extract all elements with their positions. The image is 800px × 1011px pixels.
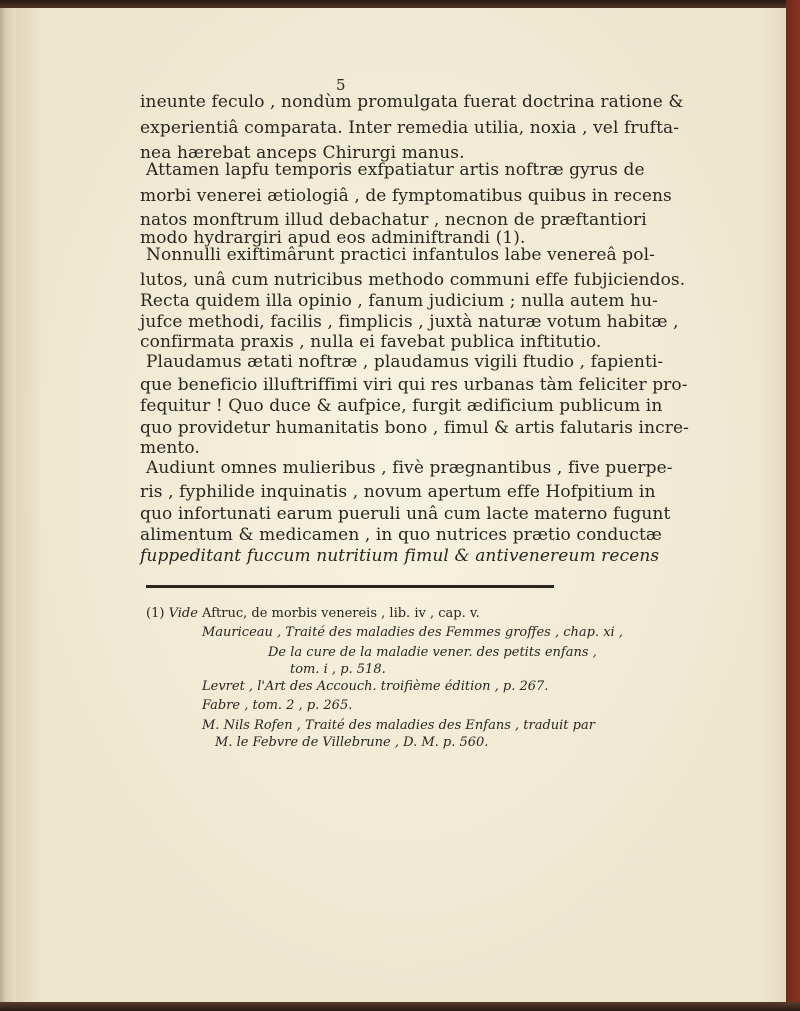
body-line: jufce methodi, facilis , fimplicis , juxtà naturæ votum habitæ ,: [140, 312, 679, 332]
body-line: modo hydrargiri apud eos adminiftrandi (1).: [140, 228, 526, 248]
body-line: quo infortunati earum pueruli unâ cum lacte materno fugunt: [140, 504, 671, 524]
body-line: lutos, unâ cum nutricibus methodo communi effe fubjiciendos.: [140, 270, 686, 290]
footnote-line: Fabre , tom. 2 , p. 265.: [202, 698, 353, 713]
footnote-line: De la cure de la maladie vener. des petits enfans ,: [268, 645, 597, 660]
body-line: fuppeditant fuccum nutritium fimul & antivenereum recens: [140, 546, 660, 566]
body-line: nea hærebat anceps Chirurgi manus.: [140, 143, 465, 163]
body-line: natos monftrum illud debachatur , necnon de præftantiori: [140, 210, 647, 230]
body-line: alimentum & medicamen , in quo nutrices prætio conductæ: [140, 525, 662, 545]
footnote-line: tom. i , p. 518.: [290, 662, 386, 677]
body-line: Attamen lapfu temporis exfpatiatur artis noftræ gyrus de: [146, 160, 645, 180]
body-line: Plaudamus ætati noftræ , plaudamus vigili ftudio , fapienti-: [146, 352, 664, 372]
footnote-text: Aftruc, de morbis venereis , lib. iv , cap. v.: [202, 606, 480, 621]
body-line: quo providetur humanitatis bono , fimul & artis falutaris incre-: [140, 418, 689, 438]
footnote-line: M. le Febvre de Villebrune , D. M. p. 560.: [215, 735, 489, 750]
book-cover-edge: [786, 0, 800, 1011]
body-line: fequitur ! Quo duce & aufpice, furgit ædificium publicum in: [140, 396, 663, 416]
footnote-line: Levret , l'Art des Accouch. troifième édition , p. 267.: [202, 679, 549, 694]
body-line: morbi venerei ætiologiâ , de fymptomatibus quibus in recens: [140, 186, 672, 206]
footnote-line: [146, 606, 480, 622]
body-line: ineunte feculo , nondùm promulgata fuerat doctrina ratione &: [140, 92, 684, 112]
body-line: Recta quidem illa opinio , fanum judicium ; nulla autem hu-: [140, 291, 659, 311]
page-binding-edge: [0, 8, 16, 1002]
body-line: que beneficio illuftriffimi viri qui res urbanas tàm feliciter pro-: [140, 375, 688, 395]
footnote-line: Mauriceau , Traité des maladies des Femmes groffes , chap. xi ,: [202, 625, 623, 640]
body-line: Audiunt omnes mulieribus , fivè prægnantibus , five puerpe-: [146, 458, 673, 478]
footnote-rule: [146, 585, 554, 588]
page-number: 5: [336, 76, 346, 94]
footnote-number: (1): [146, 606, 165, 621]
body-line: experientiâ comparata. Inter remedia utilia, noxia , vel frufta-: [140, 118, 680, 138]
body-line: ris , fyphilide inquinatis , novum apertum effe Hofpitium in: [140, 482, 656, 502]
footnote-line: M. Nils Rofen , Traité des maladies des Enfans , traduit par: [202, 718, 595, 733]
footnote-vide: Vide: [168, 606, 198, 621]
body-line: Nonnulli exiftimârunt practici infantulos labe venereâ pol-: [146, 245, 655, 265]
bottom-dark-edge: [0, 1002, 800, 1011]
body-line: confirmata praxis , nulla ei favebat publica inftitutio.: [140, 332, 602, 352]
body-line: mento.: [140, 438, 200, 458]
